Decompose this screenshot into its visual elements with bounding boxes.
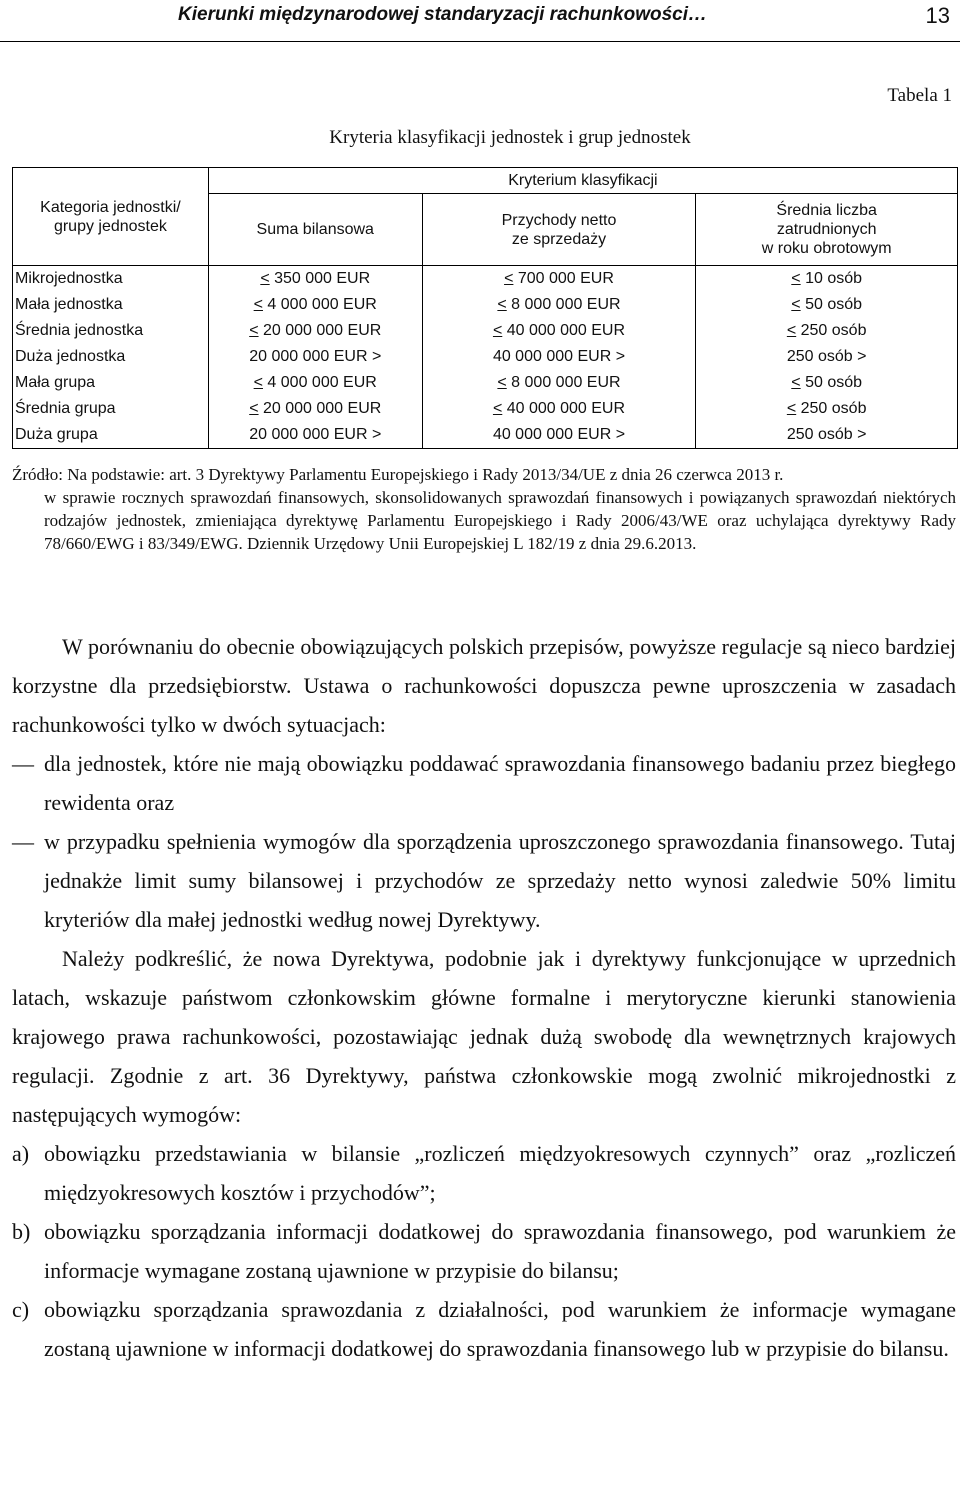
row-revenue-value: 700 000 EUR <box>513 270 614 287</box>
row-employees <box>696 292 958 318</box>
leq-sign: < <box>504 270 514 287</box>
list-item-text: obowiązku sporządzania sprawozdania z działalności, pod warunkiem że informacje wymagane zostaną ujawnione w informacji dodatkowej do sprawozdania finansowego lub w przypisie do bilansu. <box>44 1297 956 1361</box>
paragraph: Należy podkreślić, że nowa Dyrektywa, podobnie jak i dyrektywy funkcjonujące w uprzednich latach, wskazuje państwom członkowskim główne formalne i merytoryczne kierunki stanowienia krajowego prawa rachunkowości, pozostawiając jednak dużą swobodę dla wewnętrznych krajowych regulacji. Zgodnie z art. 36 Dyrektywy, państwa członkowskie mogą zwolnić mikrojednostki z następujących wymogów: <box>12 946 956 1127</box>
row-balance-value: 20 000 000 EUR > <box>249 426 382 443</box>
leq-sign: < <box>260 270 270 287</box>
header-revenue-line2: ze sprzedaży <box>511 230 607 248</box>
row-revenue-value: 8 000 000 EUR <box>506 296 621 313</box>
row-balance <box>208 344 422 370</box>
row-balance-value: 350 000 EUR <box>269 270 371 287</box>
leq-sign: < <box>253 296 263 313</box>
leq-sign: < <box>497 374 507 391</box>
lettered-list-item <box>12 1134 956 1212</box>
header-category-line2: grupy jednostek <box>53 217 167 235</box>
source-continuation: w sprawie rocznych sprawozdań finansowych, skonsolidowanych sprawozdań finansowych i powiązanych sprawozdań niektórych rodzajów jednostek, zmieniająca dyrektywę Parlamentu Europejskiego i Rady 2006/43/WE oraz uchylająca dyrektywy Rady 78/660/EWG i 83/349/EWG. Dziennik Urzędowy Unii Europejskiej L 182/19 z dnia 29.6.2013. <box>44 488 956 553</box>
dash-marker: — <box>12 829 34 854</box>
leq-sign: < <box>249 322 259 339</box>
list-marker: b) <box>12 1219 31 1244</box>
row-category: Mikrojednostka <box>13 266 209 293</box>
row-category: Mała jednostka <box>13 292 209 318</box>
row-employees <box>696 396 958 422</box>
row-revenue <box>422 370 696 396</box>
row-employees-value: 250 osób <box>796 400 867 417</box>
header-category <box>13 168 209 266</box>
row-balance <box>208 318 422 344</box>
row-balance <box>208 396 422 422</box>
row-category: Średnia jednostka <box>13 318 209 344</box>
header-balance: Suma bilansowa <box>208 194 422 266</box>
row-employees-value: 50 osób <box>800 296 863 313</box>
row-revenue <box>422 318 696 344</box>
leq-sign: < <box>791 296 801 313</box>
row-revenue-value: 40 000 000 EUR > <box>492 426 626 443</box>
header-employment-line1: Średnia liczba <box>776 202 877 219</box>
row-revenue <box>422 422 696 449</box>
row-revenue-value: 40 000 000 EUR <box>502 322 626 339</box>
list-item-text: w przypadku spełnienia wymogów dla sporządzenia uproszczonego sprawozdania finansowego. Tutaj jednakże limit sumy bilansowej i przychodów ze sprzedaży netto wynosi zaledwie 50% limitu kryteriów dla małej jednostki według nowej Dyrektywy. <box>44 829 956 932</box>
row-balance-value: 20 000 000 EUR <box>258 400 382 417</box>
leq-sign: < <box>253 374 263 391</box>
dash-list-item <box>12 744 956 822</box>
row-revenue <box>422 344 696 370</box>
lettered-list-item <box>12 1212 956 1290</box>
row-employees-value: 250 osób > <box>786 426 867 443</box>
row-revenue <box>422 396 696 422</box>
table-row <box>13 396 958 422</box>
row-revenue-value: 40 000 000 EUR <box>502 400 626 417</box>
table-row <box>13 318 958 344</box>
dash-list-item <box>12 822 956 939</box>
header-employment-line3: w roku obrotowym <box>761 240 892 257</box>
row-employees-value: 50 osób <box>800 374 863 391</box>
paragraph: W porównaniu do obecnie obowiązujących polskich przepisów, powyższe regulacje są nieco bardziej korzystne dla przedsiębiorstw. Ustawa o rachunkowości dopuszcza pewne uproszczenia w zasadach rachunkowości tylko w dwóch sytuacjach: <box>12 634 956 737</box>
row-employees <box>696 266 958 293</box>
row-category: Duża jednostka <box>13 344 209 370</box>
header-employment <box>696 194 958 266</box>
row-revenue-value: 8 000 000 EUR <box>506 374 621 391</box>
row-employees <box>696 344 958 370</box>
header-revenue <box>422 194 696 266</box>
table-number: Tabela 1 <box>887 85 952 106</box>
row-employees-value: 10 osób <box>800 270 863 287</box>
row-employees <box>696 370 958 396</box>
row-balance-value: 4 000 000 EUR <box>262 296 377 313</box>
leq-sign: < <box>249 400 259 417</box>
dash-marker: — <box>12 751 34 776</box>
table-row <box>13 344 958 370</box>
row-category: Mała grupa <box>13 370 209 396</box>
classification-table <box>12 167 958 449</box>
row-balance-value: 4 000 000 EUR <box>262 374 377 391</box>
row-balance <box>208 370 422 396</box>
row-employees <box>696 318 958 344</box>
row-balance <box>208 422 422 449</box>
table-row <box>13 422 958 449</box>
row-employees-value: 250 osób > <box>786 348 867 365</box>
page-header <box>0 0 960 44</box>
row-balance <box>208 292 422 318</box>
row-revenue <box>422 266 696 293</box>
row-revenue <box>422 292 696 318</box>
leq-sign: < <box>791 270 801 287</box>
header-category-line1: Kategoria jednostki/ <box>40 198 181 216</box>
row-employees-value: 250 osób <box>796 322 867 339</box>
page-number: 13 <box>925 3 950 28</box>
row-employees <box>696 422 958 449</box>
row-category: Duża grupa <box>13 422 209 449</box>
table-row <box>13 370 958 396</box>
header-criterion: Kryterium klasyfikacji <box>208 168 957 194</box>
row-category: Średnia grupa <box>13 396 209 422</box>
header-employment-line2: zatrudnionych <box>776 221 877 238</box>
row-balance <box>208 266 422 293</box>
list-marker: c) <box>12 1297 30 1322</box>
leq-sign: < <box>786 400 797 417</box>
table-source <box>12 463 956 555</box>
row-balance-value: 20 000 000 EUR <box>258 322 382 339</box>
list-item-text: obowiązku przedstawiania w bilansie „rozliczeń międzyokresowych czynnych” oraz „rozliczeń międzyokresowych kosztów i przychodów”; <box>44 1141 956 1205</box>
table-title: Kryteria klasyfikacji jednostek i grup jednostek <box>329 127 691 148</box>
row-revenue-value: 40 000 000 EUR > <box>492 348 626 365</box>
running-title: Kierunki międzynarodowej standaryzacji rachunkowości… <box>178 4 707 25</box>
leq-sign: < <box>786 322 797 339</box>
leq-sign: < <box>497 296 507 313</box>
leq-sign: < <box>791 374 801 391</box>
list-item-text: obowiązku sporządzania informacji dodatkowej do sprawozdania finansowego, pod warunkiem że informacje wymagane zostaną ujawnione w przypisie do bilansu; <box>44 1219 956 1283</box>
table-row <box>13 266 958 293</box>
list-marker: a) <box>12 1141 30 1166</box>
leq-sign: < <box>492 400 503 417</box>
list-item-text: dla jednostek, które nie mają obowiązku poddawać sprawozdania finansowego badaniu przez biegłego rewidenta oraz <box>44 751 956 815</box>
leq-sign: < <box>492 322 503 339</box>
row-balance-value: 20 000 000 EUR > <box>249 348 382 365</box>
lettered-list-item <box>12 1290 956 1368</box>
header-revenue-line1: Przychody netto <box>501 211 617 229</box>
body-text <box>12 627 956 1368</box>
table-row <box>13 292 958 318</box>
source-line: Źródło: Na podstawie: art. 3 Dyrektywy Parlamentu Europejskiego i Rady 2013/34/UE z dnia 26 czerwca 2013 r. <box>12 465 784 484</box>
header-rule <box>0 41 960 42</box>
